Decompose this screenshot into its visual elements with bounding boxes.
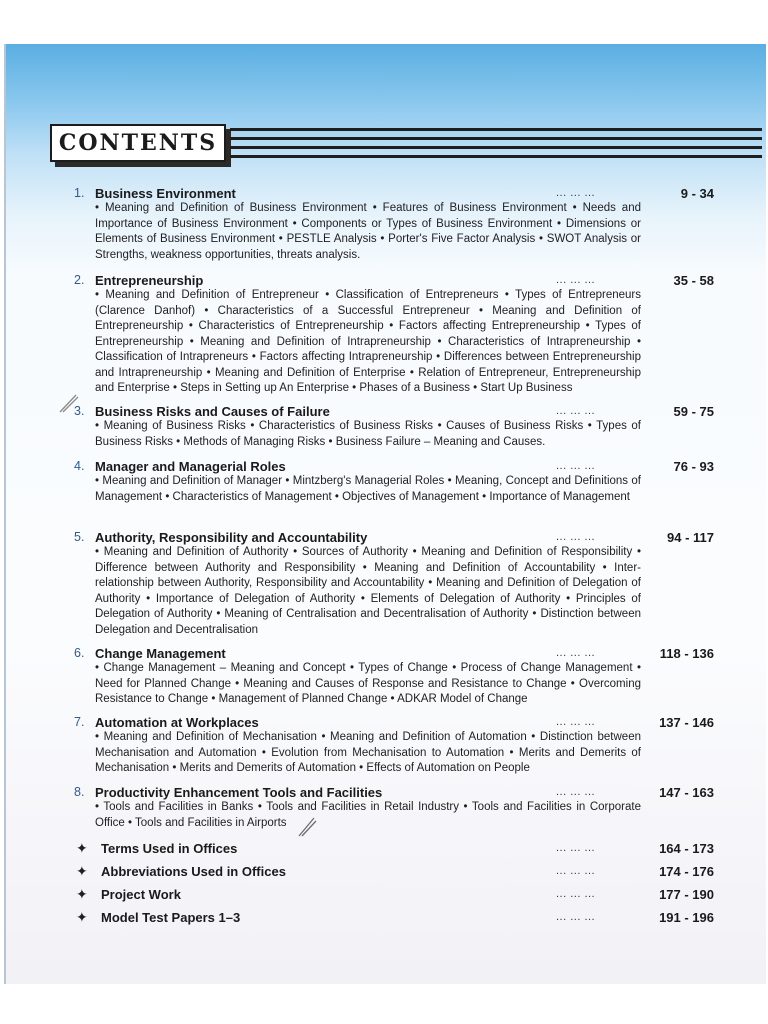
page-range: 147 - 163: [659, 785, 714, 800]
leader-dots: ... ... ...: [556, 888, 596, 900]
leader-dots: ... ... ...: [556, 405, 596, 417]
leader-dots: ... ... ...: [556, 647, 596, 659]
star-bullet-icon: ✦: [76, 840, 88, 856]
entry-description: • Tools and Facilities in Banks • Tools and Facilities in Retail Industry • Tools and Facilities in Corporate Office • Tools and Facilities in Airports: [95, 801, 641, 829]
entry-number: 1.: [74, 186, 85, 200]
entry-description: • Meaning and Definition of Business Environment • Features of Business Environment • Needs and Importance of Business Environment • Components or Types of Business Environment • Dimensions or Elements of Business Environment • PESTLE Analysis • Porter's Five Factor Analysis • SWOT Analysis or Strengths, weakness opportunities, threats analysis.: [95, 202, 641, 261]
entry-number: 4.: [74, 459, 85, 473]
leader-dots: ... ... ...: [556, 274, 596, 286]
page-range: 191 - 196: [659, 910, 714, 925]
leader-dots: ... ... ...: [556, 865, 596, 877]
entry-description: • Meaning and Definition of Authority • Sources of Authority • Meaning and Definition of Responsibility • Difference between Authority and Responsibility • Meaning and Definition of Accountability • Inter-relationship between Authority, Responsibility and Accountability • Meaning and Definition of Delegation of Authority • Importance of Delegation of Authority • Elements of Delegation of Authority • Principles of Delegation of Authority • Meaning of Centralisation and Decentralisation of Authority • Distinction between Delegation and Decentralisation: [95, 546, 641, 636]
leader-dots: ... ... ...: [556, 911, 596, 923]
entry-title[interactable]: Manager and Managerial Roles: [95, 459, 286, 474]
leader-dots: ... ... ...: [556, 460, 596, 472]
star-bullet-icon: ✦: [76, 909, 88, 925]
page-range: 94 - 117: [667, 530, 714, 545]
leader-dots: ... ... ...: [556, 716, 596, 728]
appendix-title[interactable]: Terms Used in Offices: [101, 841, 238, 856]
page-range: 35 - 58: [673, 273, 714, 288]
entry-description: • Meaning and Definition of Entrepreneur • Classification of Entrepreneurs • Types of Entrepreneurs (Clarence Danhof) • Characteristics of a Successful Entrepreneur • Meaning and Definition of Entrepreneurship • Characteristics of Entrepreneurship • Factors affecting Entrepreneurship • Types of Entrepreneurship • Meaning and Definition of Intrapreneurship • Characteristics of Intrapreneurship • Classification of Intrapreneurs • Factors affecting Intrapreneurship • Differences between Entrepreneurship and Intrapreneurship • Meaning and Definition of Enterprise • Relation of Entrepreneur, Entrepreneurship and Enterprise • Steps in Setting up An Enterprise • Phases of a Business • Start Up Business: [95, 289, 641, 394]
entry-title[interactable]: Automation at Workplaces: [95, 715, 259, 730]
leader-dots: ... ... ...: [556, 187, 596, 199]
leader-dots: ... ... ...: [556, 842, 596, 854]
entry-title[interactable]: Authority, Responsibility and Accountability: [95, 530, 368, 545]
entry-description: • Meaning of Business Risks • Characteristics of Business Risks • Causes of Business Risks • Types of Business Risks • Methods of Managing Risks • Business Failure – Meaning and Causes.: [95, 420, 641, 448]
pencil-tick-mark-icon: [58, 392, 80, 414]
appendix-title[interactable]: Model Test Papers 1–3: [101, 910, 241, 925]
leader-dots: ... ... ...: [556, 786, 596, 798]
entry-number: 7.: [74, 715, 85, 729]
page-range: 137 - 146: [659, 715, 714, 730]
entry-number: 3.: [74, 404, 85, 418]
contents-heading: CONTENTS: [58, 130, 218, 156]
entry-title[interactable]: Business Risks and Causes of Failure: [95, 404, 330, 419]
entry-description: • Meaning and Definition of Mechanisation • Meaning and Definition of Automation • Distinction between Mechanisation and Automation • Evolution from Mechanisation to Automation • Merits and Demerits of Mechanisation • Merits and Demerits of Automation • Effects of Automation on People: [95, 731, 641, 774]
star-bullet-icon: ✦: [76, 886, 88, 902]
entry-number: 5.: [74, 530, 85, 544]
page-range: 76 - 93: [673, 459, 714, 474]
page-range: 164 - 173: [659, 841, 714, 856]
appendix-title[interactable]: Project Work: [101, 887, 181, 902]
page-range: 174 - 176: [659, 864, 714, 879]
entry-title[interactable]: Productivity Enhancement Tools and Facilities: [95, 785, 383, 800]
leader-dots: ... ... ...: [556, 531, 596, 543]
entry-title[interactable]: Business Environment: [95, 186, 236, 201]
page-range: 177 - 190: [659, 887, 714, 902]
entry-description: • Meaning and Definition of Manager • Mintzberg's Managerial Roles • Meaning, Concept and Definitions of Management • Characteristics of Management • Objectives of Management • Importance of Management: [95, 475, 641, 503]
pencil-tick-mark-icon: [296, 814, 318, 838]
entry-description: • Change Management – Meaning and Concept • Types of Change • Process of Change Management • Need for Planned Change • Meaning and Causes of Response and Resistance to Change • Overcoming Resistance to Change • Management of Planned Change • ADKAR Model of Change: [95, 662, 641, 705]
page-range: 9 - 34: [680, 186, 714, 201]
appendix-title[interactable]: Abbreviations Used in Offices: [101, 864, 286, 879]
page-range: 59 - 75: [673, 404, 714, 419]
entry-title[interactable]: Change Management: [95, 646, 226, 661]
entry-number: 2.: [74, 273, 85, 287]
star-bullet-icon: ✦: [76, 863, 88, 879]
entry-number: 6.: [74, 646, 85, 660]
page-range: 118 - 136: [659, 646, 714, 661]
entry-number: 8.: [74, 785, 85, 799]
entry-title[interactable]: Entrepreneurship: [95, 273, 204, 288]
